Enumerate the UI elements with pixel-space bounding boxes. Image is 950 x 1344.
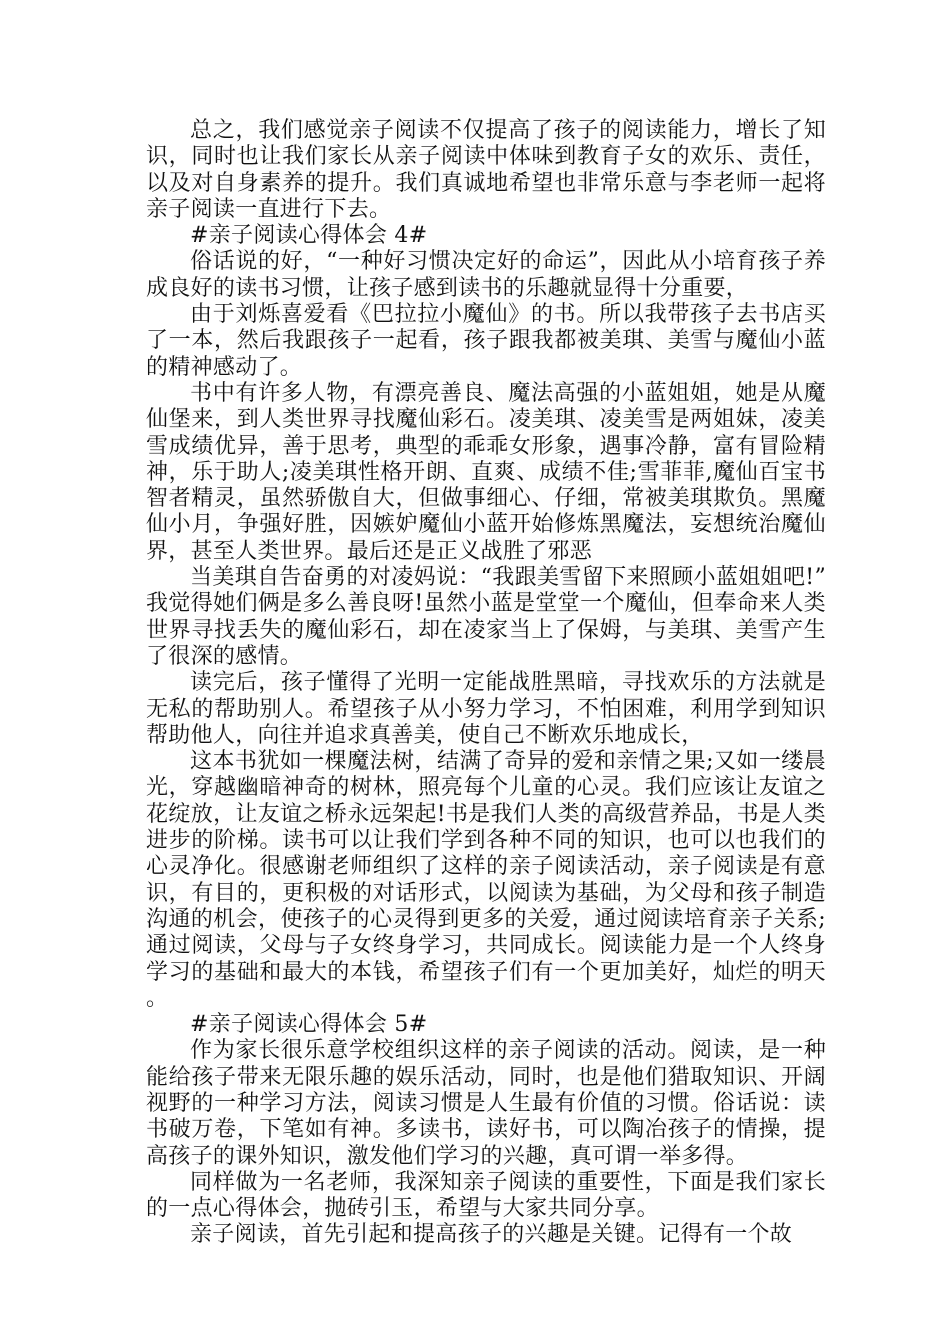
paragraph-book-purchase: 由于刘烁喜爱看《巴拉拉小魔仙》的书。所以我带孩子去书店买了一本，然后我跟孩子一起看，孩子跟我都被美琪、美雪与魔仙小蓝的精神感动了。 <box>146 302 826 380</box>
paragraph-after-reading: 读完后，孩子懂得了光明一定能战胜黑暗，寻找欢乐的方法就是无私的帮助别人。希望孩子从小努力学习，不怕困难，利用学到知识帮助他人，向往并追求真善美，使自己不断欢乐地成长， <box>146 670 826 748</box>
document-page <box>146 118 826 1249</box>
paragraph-teacher-view: 同样做为一名老师，我深知亲子阅读的重要性，下面是我们家长的一点心得体会，抛砖引玉，希望与大家共同分享。 <box>146 1169 826 1222</box>
paragraph-meiqi-quote: 当美琪自告奋勇的对凌妈说：“我跟美雪留下来照顾小蓝姐姐吧!”我觉得她们俩是多么善良呀!虽然小蓝是堂堂一个魔仙，但奉命来人类世界寻找丢失的魔仙彩石，却在凌家当上了保姆，与美琪、美雪产生了很深的感情。 <box>146 565 826 669</box>
section-heading-4: #亲子阅读心得体会 4# <box>190 223 428 249</box>
paragraph-parent-view: 作为家长很乐意学校组织这样的亲子阅读的活动。阅读，是一种能给孩子带来无限乐趣的娱乐活动，同时，也是他们猎取知识、开阔视野的一种学习方法，阅读习惯是人生最有价值的习惯。俗话说：读书破万卷，下笔如有神。多读书，读好书，可以陶冶孩子的情操，提高孩子的课外知识，激发他们学习的兴趣，真可谓一举多得。 <box>146 1038 826 1169</box>
paragraph-summary: 总之，我们感觉亲子阅读不仅提高了孩子的阅读能力，增长了知识，同时也让我们家长从亲子阅读中体味到教育子女的欢乐、责任，以及对自身素养的提升。我们真诚地希望也非常乐意与李老师一起将亲子阅读一直进行下去。 <box>146 118 826 222</box>
paragraph-proverb: 俗话说的好，“一种好习惯决定好的命运”，因此从小培育孩子养成良好的读书习惯，让孩子感到读书的乐趣就显得十分重要， <box>146 249 826 301</box>
paragraph-magic-tree: 这本书犹如一棵魔法树，结满了奇异的爱和亲情之果;又如一缕晨光，穿越幽暗神奇的树林，照亮每个儿童的心灵。我们应该让友谊之花绽放，让友谊之桥永远架起!书是我们人类的高级营养品，书是人类进步的阶梯。读书可以让我们学到各种不同的知识，也可以也我们的心灵净化。很感谢老师组织了这样的亲子阅读活动，亲子阅读是有意识，有目的，更积极的对话形式，以阅读为基础，为父母和孩子制造沟通的机会，使孩子的心灵得到更多的关爱，通过阅读培育亲子关系;通过阅读，父母与子女终身学习，共同成长。阅读能力是一个人终身学习的基础和最大的本钱，希望孩子们有一个更加美好，灿烂的明天。 <box>146 749 826 1011</box>
paragraph-interest: 亲子阅读，首先引起和提高孩子的兴趣是关键。记得有一个故 <box>190 1222 793 1248</box>
section-heading-5: #亲子阅读心得体会 5# <box>190 1012 428 1038</box>
paragraph-characters: 书中有许多人物，有漂亮善良、魔法高强的小蓝姐姐，她是从魔仙堡来，到人类世界寻找魔仙彩石。凌美琪、凌美雪是两姐妹，凌美雪成绩优异，善于思考，典型的乖乖女形象，遇事冷静，富有冒险精神，乐于助人;凌美琪性格开朗、直爽、成绩不佳;雪菲菲,魔仙百宝书智者精灵，虽然骄傲自大，但做事细心、仔细，常被美琪欺负。黑魔仙小月，争强好胜，因嫉妒魔仙小蓝开始修炼黑魔法，妄想统治魔仙界，甚至人类世界。最后还是正义战胜了邪恶 <box>146 380 826 564</box>
